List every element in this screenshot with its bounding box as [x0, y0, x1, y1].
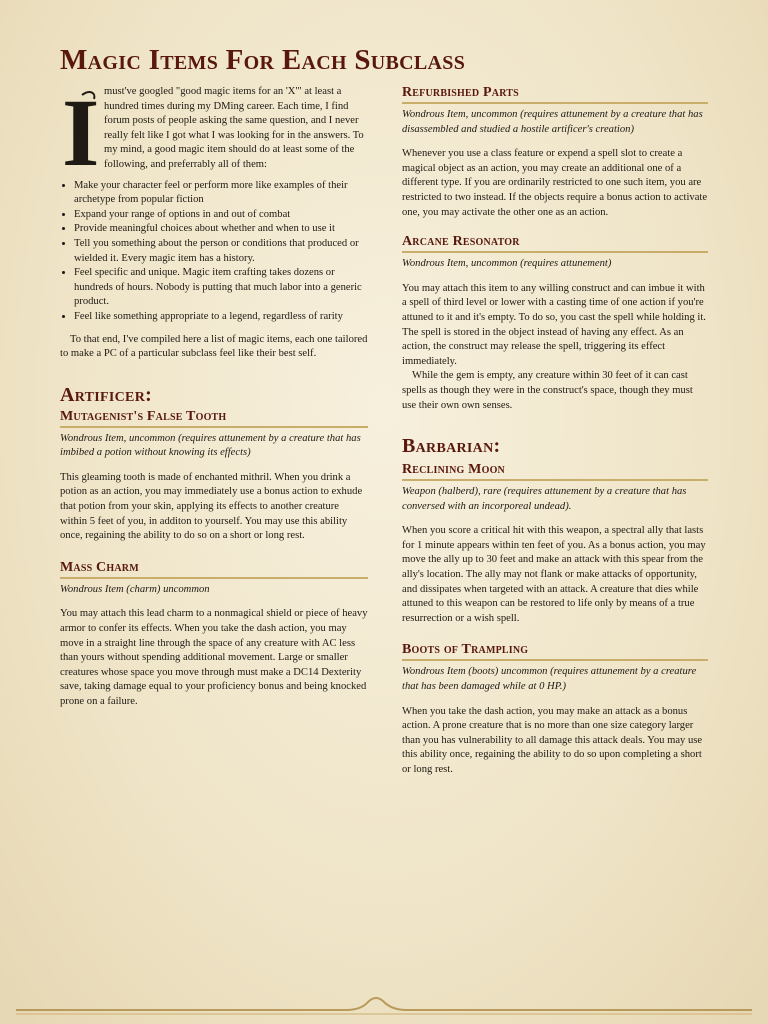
intro-section [60, 85, 368, 362]
item-heading-mass-charm: Mass Charm [60, 560, 368, 579]
list-item: • Expand your range of options in and out of combat [74, 208, 368, 223]
item-subtitle: Weapon (halberd), rare (requires attunement by a creature that has conversed with an incorporeal undead). [402, 486, 687, 512]
class-heading-artificer: Artificer: [60, 383, 153, 406]
left-column [60, 85, 368, 710]
item-description: When you take the dash action, you may make an attack as a bonus action. A prone creature that is no more than one size category larger than you has vulnerability to all damage this attack deals. You may use this ability once, regaining the ability to do so upon completing a short or long rest. [402, 705, 703, 775]
list-item: • Make your character feel or perform more like examples of their archetype from popular fiction [74, 179, 368, 208]
item-description: Whenever you use a class feature or expend a spell slot to create a magical object as an action, you may create an additional one of a different type. If you are ordinarily restricted to one such item, you are restricted to two instead. If the objects require a bonus action to activate one, you may activate the other one as an action. [402, 148, 708, 218]
item-heading-false-tooth: Mutagenist's False Tooth [60, 409, 368, 428]
item-description: You may attach this lead charm to a nonmagical shield or piece of heavy armor to confer its effects. When you take the dash action, you may move in a straight line through the space of any creature with AC less than yours without spending additional movement. Large or smaller creatures whose space you move through must make a DC14 Dexterity save, taking damage equal to your proficiency bonus and being knocked prone on a failure. [60, 608, 368, 707]
item-subtitle: Wondrous Item, uncommon (requires attunement) [402, 258, 612, 270]
intro-closing: To that end, I've compiled here a list of magic items, each one tailored to make a PC of a particular subclass feel like their best self. [60, 333, 368, 360]
right-column [402, 85, 708, 778]
class-heading-barbarian: Barbarian: [402, 435, 501, 458]
dropcap-letter: I [62, 85, 100, 177]
item-heading-reclining-moon: Reclining Moon [402, 462, 708, 481]
footer-ornament [16, 996, 752, 1020]
item-subtitle: Wondrous Item, uncommon (requires attunement by a creature that has disassembled and studied a hostile artificer's creation) [402, 109, 703, 135]
item-heading-boots-of-trampling: Boots of Trampling [402, 642, 708, 661]
item-subtitle: Wondrous Item (boots) uncommon (requires attunement by a creature that has been damaged while at 0 HP.) [402, 666, 697, 693]
list-item: • Feel specific and unique. Magic item crafting takes dozens or hundreds of hours. Nobody is putting that much labor into a generic product. [74, 266, 368, 310]
list-item: • Feel like something appropriate to a legend, regardless of rarity [74, 310, 368, 325]
item-subtitle: Wondrous Item, uncommon (requires attunement by a creature that has imbibed a potion without knowing its effects) [60, 432, 361, 459]
item-heading-refurbished-parts: Refurbished Parts [402, 85, 708, 104]
item-description: When you score a critical hit with this weapon, a spectral ally that lasts for 1 minute appears within ten feet of you. As a bonus action, you may move the ally up to 30 feet and make an attack with this spear from the ally's location. The ally may not flank or make attacks of opportunity, and dissipates when targeted with an attack. A creature that dies while attuned to this weapon can be restored to life only by means of a true resurrection or a wish spell. [402, 525, 706, 624]
criteria-list [60, 179, 368, 325]
list-item: • Provide meaningful choices about whether and when to use it [74, 222, 368, 237]
list-item: • Tell you something about the person or conditions that produced or wielded it. Every magic item has a history. [74, 237, 368, 266]
item-heading-arcane-resonator: Arcane Resonator [402, 234, 708, 253]
item-description: You may attach this item to any willing construct and can imbue it with a spell of third level or lower with a casting time of one action if you're attuned to it and it's empty. To do so, you cast the spell while holding it. The spell is stored in the object instead of having any effect. As an action, the construct may release the spell, triggering its effect immediately. [402, 282, 706, 367]
intro-paragraph: must've googled "good magic items for an 'X'" at least a hundred times during my DMing career. Each time, I find forum posts of people asking the same question, and I never really felt like I got what I was looking for in the answers. To my mind, a good magic item should do at least some of the following, and preferrably all of them: [104, 86, 364, 170]
item-description: This gleaming tooth is made of enchanted mithril. When you drink a potion as an action, you may immediately use a bonus action to exhude that potion from your skin, applying its effects to another creature within 5 feet of you, in additon to yourself. You may use this ability once, regaining the ability to do so on a short or long rest. [60, 471, 363, 542]
item-description: While the gem is empty, any creature within 30 feet of it can cast spells as though they were in the construct's space, though they must use their own own senses. [402, 370, 693, 411]
dropcap-i-ornament [60, 85, 100, 177]
item-subtitle: Wondrous Item (charm) uncommon [60, 583, 210, 595]
page-title: Magic Items For Each Subclass [60, 44, 466, 76]
